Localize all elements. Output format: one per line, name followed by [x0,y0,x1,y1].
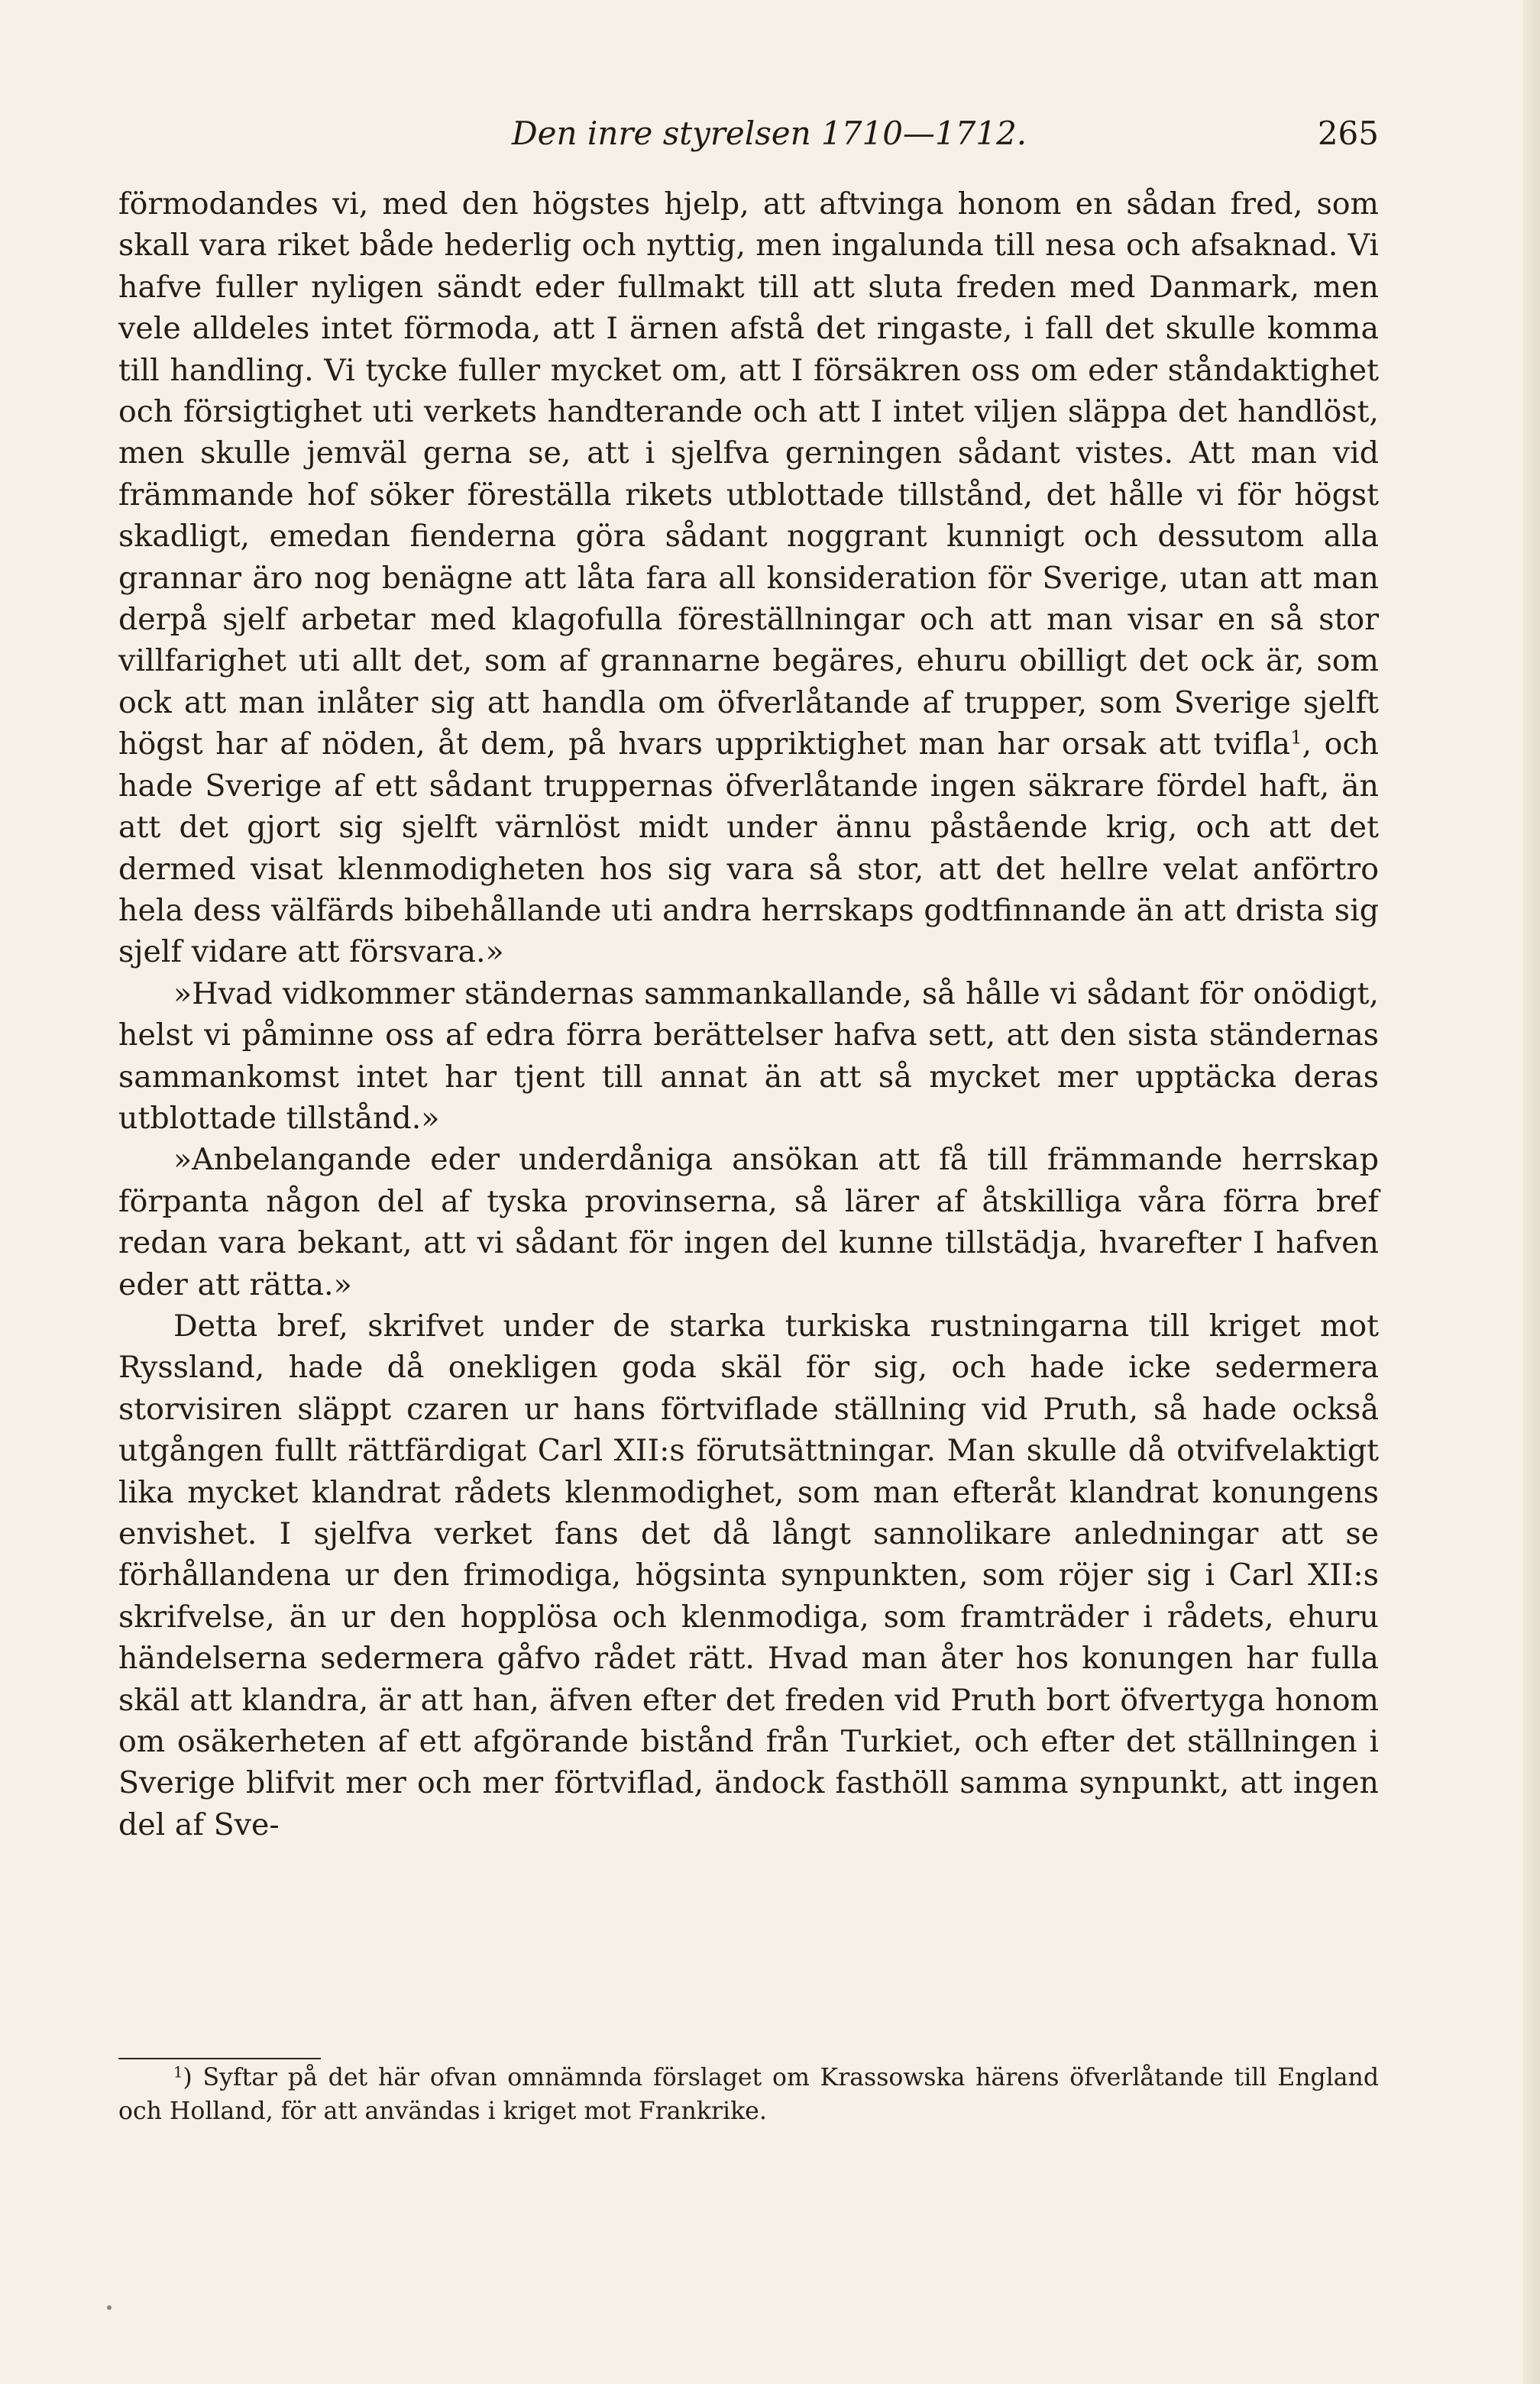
paragraph [118,183,1379,973]
footnote-text: ) Syftar på det här ofvan omnämnda förslaget om Krassowska härens öfverlåtande till England och Holland, för att användas i kriget mot Frankrike. [118,2064,1379,2125]
footnote-marker: 1 [173,2063,183,2082]
running-title: Den inre styrelsen 1710—1712. [512,115,1027,152]
paragraph-text-continued: , och hade Sverige af ett sådant truppernas öfverlåtande ingen säkrare fördel haft, än att det gjort sig sjelft värnlöst midt under ännu påstående krig, och att det dermed visat klenmodigheten hos sig vara så stor, att det hellre velat anförtro hela dess välfärds bibehållande uti andra herrskaps godtfinnande än att drista sig sjelf vidare att försvara.» [118,726,1379,970]
paragraph: »Hvad vidkommer ständernas sammankallande, så hålle vi sådant för onödigt, helst vi påminne oss af edra förra berättelser hafva sett, att den sista ständernas sammankomst intet har tjent till annat än att så mycket mer upptäcka deras utblottade tillstånd.» [118,975,1379,1136]
page-edge [1523,0,1540,2384]
footnote-divider [118,2058,321,2059]
paragraph: »Anbelangande eder underdåniga ansökan att få till främmande herrskap förpanta någon del af tyska provinserna, så lärer af åtskilliga våra förra bref redan vara bekant, att vi sådant för ingen del kunne tillstädja, hvarefter I hafven eder att rätta.» [118,1142,1379,1302]
running-header [118,115,1379,168]
paper-speck [107,2305,112,2310]
footnote-reference: 1 [1290,726,1302,749]
page-number: 265 [1317,115,1379,152]
paragraph-text: förmodandes vi, med den högstes hjelp, att aftvinga honom en sådan fred, som skall vara riket både hederlig och nyttig, men ingalunda till nesa och afsaknad. Vi hafve fuller nyligen sändt eder fullmakt till att sluta freden med Danmark, men vele alldeles intet förmoda, att I ärnen afstå det ringaste, i fall det skulle komma till handling. Vi tycke fuller mycket om, att I försäkren oss om eder ståndaktighet och försigtighet uti verkets handterande och att I intet viljen släppa det handlöst, men skulle jemväl gerna se, att i sjelfva gerningen sådant vistes. Att man vid främmande hof söker föreställa rikets utblottade tillstånd, det hålle vi för högst skadligt, emedan fienderna göra sådant noggrant kunnigt och dessutom alla grannar äro nog benägne att låta fara all konsideration för Sverige, utan att man derpå sjelf arbetar med klagofulla föreställningar och att man visar en så stor villfarighet uti allt det, som af grannarne begäres, ehuru obilligt det ock är, som ock att man inlåter sig att handla om öfverlåtande af trupper, som Sverige sjelft högst har af nöden, åt dem, på hvars uppriktighet man har orsak att tvifla [118,186,1379,762]
footnote [118,2061,1379,2128]
body-text [118,183,1379,1845]
paragraph: Detta bref, skrifvet under de starka turkiska rustningarna till kriget mot Ryssland, hade då onekligen goda skäl för sig, och hade icke sedermera storvisiren släppt czaren ur hans förtviflade ställning vid Pruth, så hade också utgången fullt rättfärdigat Carl XII:s förutsättningar. Man skulle då otvifvelaktigt lika mycket klandrat rådets klenmodighet, som man efteråt klandrat konungens envishet. I sjelfva verket fans det då långt sannolikare anledningar att se förhållandena ur den frimodiga, högsinta synpunkten, som röjer sig i Carl XII:s skrifvelse, än ur den hopplösa och klenmodiga, som framträder i rådets, ehuru händelserna sedermera gåfvo rådet rätt. Hvad man åter hos konungen har fulla skäl att klandra, är att han, äfven efter det freden vid Pruth bort öfvertyga honom om osäkerheten af ett afgörande bistånd från Turkiet, och efter det ställningen i Sverige blifvit mer och mer förtviflad, ändock fasthöll samma synpunkt, att ingen del af Sve- [118,1308,1379,1842]
